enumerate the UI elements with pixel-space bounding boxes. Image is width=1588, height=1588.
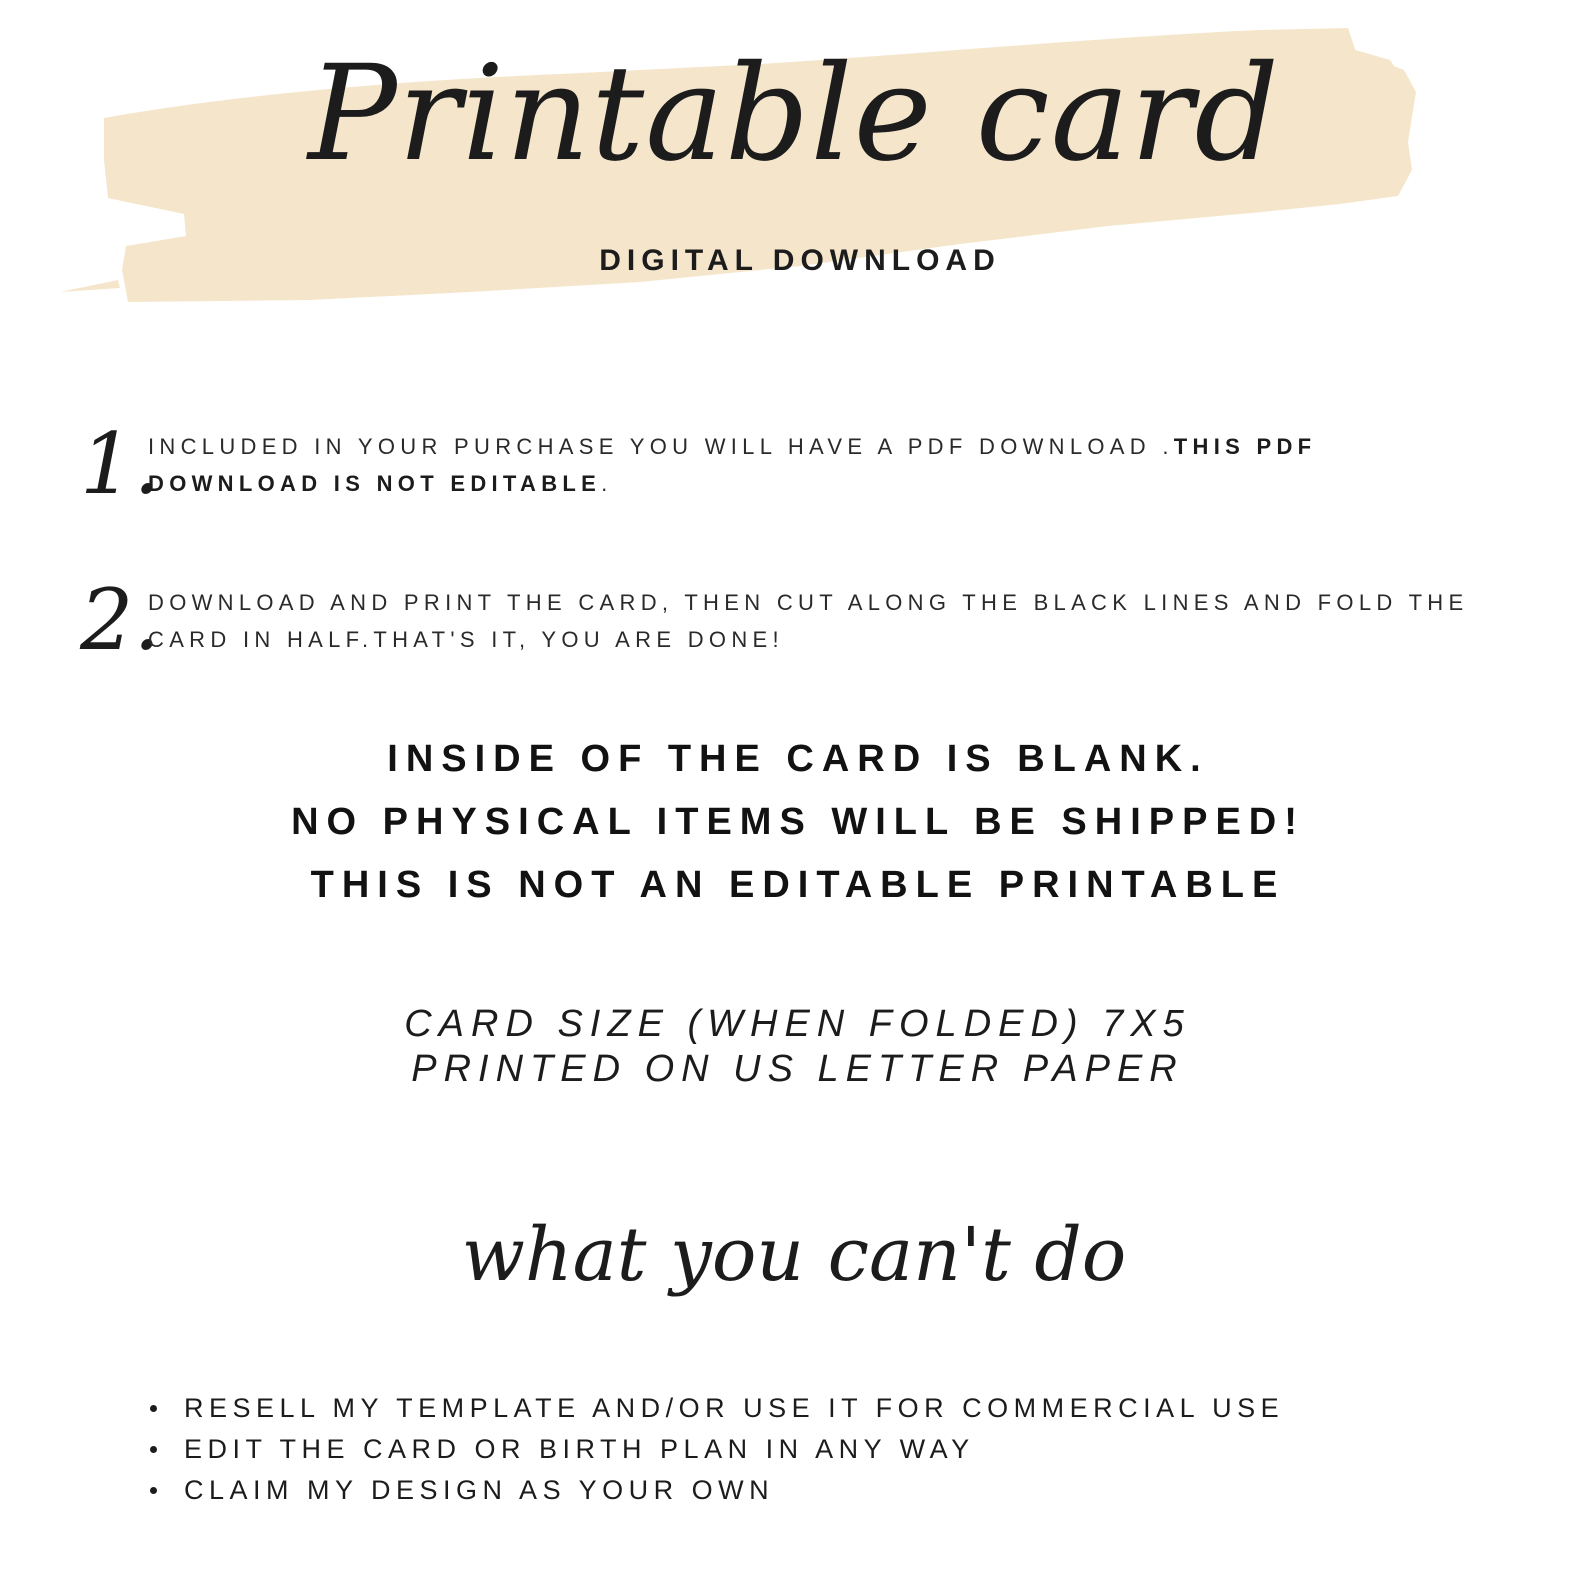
list-item: [150, 1470, 1284, 1511]
step-text-regular: DOWNLOAD AND PRINT THE CARD, THEN CUT ALONG THE BLACK LINES AND FOLD THE CARD IN HALF.THAT'S IT, YOU ARE DONE!: [148, 590, 1469, 652]
page-title: Printable card: [308, 37, 1280, 191]
page-subtitle: DIGITAL DOWNLOAD: [599, 244, 1001, 277]
notice-line: INSIDE OF THE CARD IS BLANK.: [387, 738, 1209, 780]
step-text-regular: INCLUDED IN YOUR PURCHASE YOU WILL HAVE A PDF DOWNLOAD .: [148, 434, 1174, 459]
list-item-text: RESELL MY TEMPLATE AND/OR USE IT FOR COMMERCIAL USE: [184, 1393, 1285, 1423]
size-line: PRINTED ON US LETTER PAPER: [411, 1048, 1184, 1090]
step-text: [148, 428, 1478, 502]
bullet-icon: [150, 1405, 157, 1412]
list-item-text: CLAIM MY DESIGN AS YOUR OWN: [184, 1475, 775, 1505]
notice-line: NO PHYSICAL ITEMS WILL BE SHIPPED!: [291, 801, 1305, 843]
step-text-end: .: [601, 471, 613, 496]
list-item: [150, 1429, 1284, 1470]
list-item-text: EDIT THE CARD OR BIRTH PLAN IN ANY WAY: [184, 1434, 975, 1464]
step-text-bold: THIS PDF DOWNLOAD IS NOT EDITABLE: [148, 434, 1317, 496]
size-line: CARD SIZE (WHEN FOLDED) 7X5: [404, 1003, 1191, 1045]
notice-line: THIS IS NOT AN EDITABLE PRINTABLE: [310, 864, 1286, 906]
list-item: [150, 1388, 1284, 1429]
bullet-icon: [150, 1446, 157, 1453]
notice-block: [0, 728, 1588, 917]
bullet-icon: [150, 1487, 157, 1494]
card-size-info: [0, 1002, 1588, 1092]
step-number: 1.: [80, 415, 161, 513]
step-number: 2.: [80, 571, 161, 669]
cant-do-heading: what you can't do: [461, 1212, 1127, 1298]
cant-do-list: [150, 1388, 1284, 1511]
step-text: [148, 584, 1478, 658]
